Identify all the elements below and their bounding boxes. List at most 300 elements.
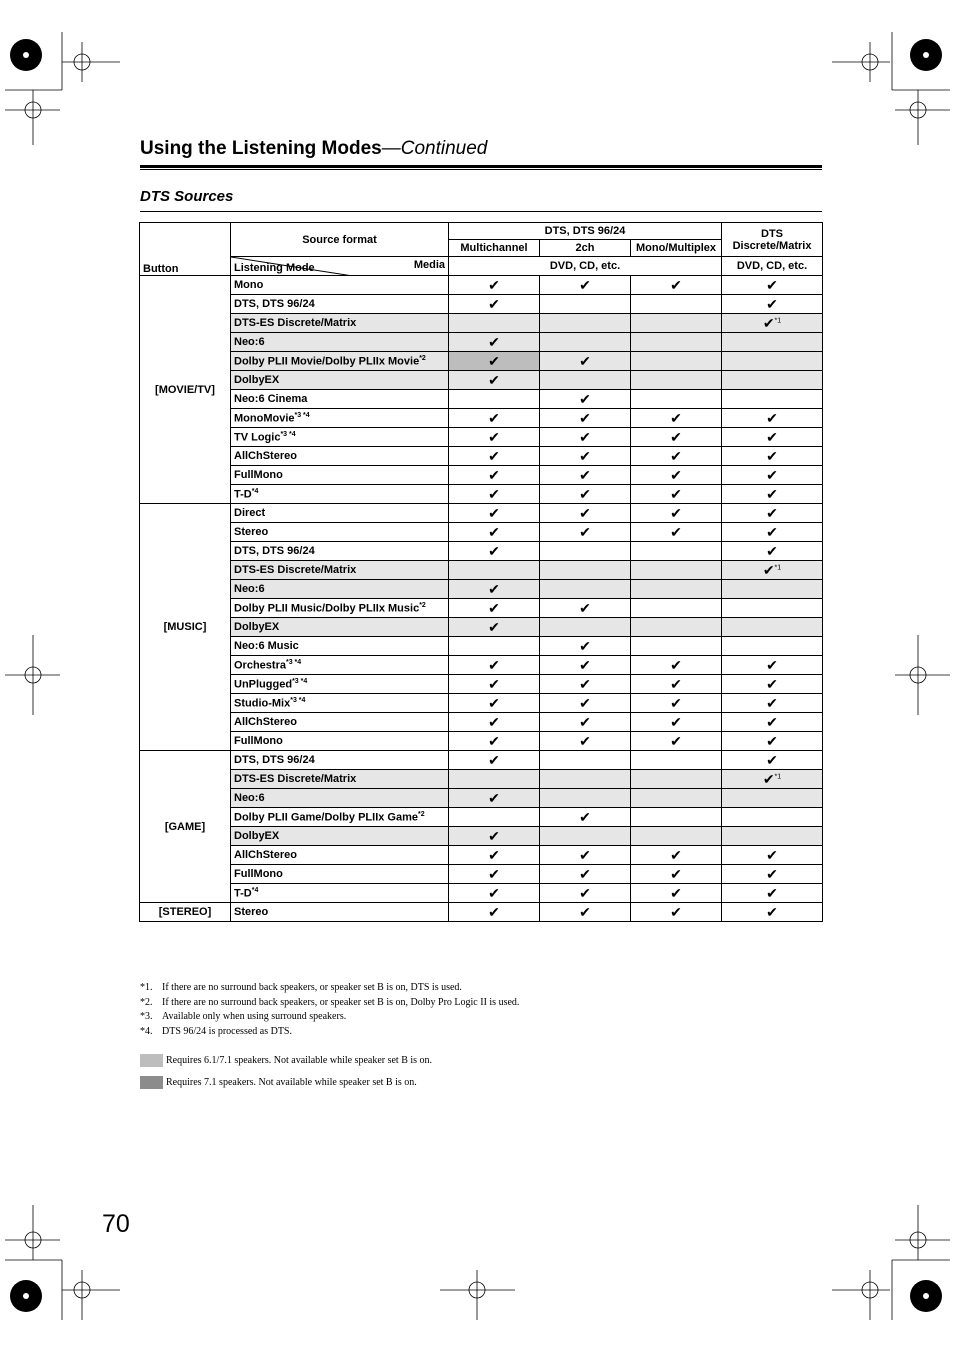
- check-cell: [540, 694, 631, 713]
- col-multichannel: Multichannel: [449, 240, 540, 257]
- mode-name: FullMono: [234, 469, 283, 481]
- check-icon: ✔: [488, 827, 500, 844]
- check-cell: [449, 808, 540, 827]
- table-row: [140, 428, 823, 447]
- mode-name: Orchestra: [234, 659, 286, 672]
- check-cell: [631, 390, 722, 409]
- listening-mode-cell: [231, 352, 449, 371]
- footnote-key: *3.: [140, 1011, 153, 1022]
- table-row: [140, 884, 823, 903]
- check-cell: [631, 656, 722, 675]
- check-cell: [631, 675, 722, 694]
- check-icon: ✔: [579, 846, 591, 863]
- footnote-ref: *3 *4: [294, 411, 310, 419]
- mode-name: Direct: [234, 507, 266, 519]
- listening-mode-cell: [231, 770, 449, 789]
- check-icon: ✔: [579, 865, 591, 882]
- check-cell: [540, 675, 631, 694]
- check-cell: [449, 352, 540, 371]
- footnote-ref: *3 *4: [290, 696, 306, 704]
- check-cell: [449, 485, 540, 504]
- check-icon: ✔: [488, 599, 500, 616]
- table-row: [140, 732, 823, 751]
- check-cell: [722, 390, 823, 409]
- check-cell: [722, 542, 823, 561]
- check-icon: ✔: [579, 409, 591, 426]
- check-icon: ✔: [579, 903, 591, 920]
- check-cell: [540, 599, 631, 618]
- check-cell: [540, 884, 631, 903]
- check-cell: [449, 504, 540, 523]
- check-icon: ✔: [670, 409, 682, 426]
- footnote: [140, 996, 519, 1011]
- check-cell: [449, 447, 540, 466]
- legend-item: [140, 1054, 432, 1067]
- check-icon: ✔: [579, 504, 591, 521]
- mode-name: T-D: [234, 887, 252, 900]
- check-cell: [722, 580, 823, 599]
- mode-name: Neo:6: [234, 336, 265, 348]
- check-icon: ✔: [670, 656, 682, 673]
- mode-name: AllChStereo: [234, 716, 297, 728]
- check-icon: ✔: [670, 523, 682, 540]
- check-cell: [631, 618, 722, 637]
- check-cell: [722, 314, 823, 333]
- mode-name: DTS, DTS 96/24: [234, 754, 315, 766]
- dts-group-header: DTS, DTS 96/24: [449, 223, 722, 240]
- check-cell: [449, 523, 540, 542]
- check-cell: [540, 447, 631, 466]
- legend-text: Requires 7.1 speakers. Not available while speaker set B is on.: [166, 1077, 417, 1088]
- listening-mode-cell: [231, 371, 449, 390]
- check-cell: [631, 846, 722, 865]
- check-cell: [631, 865, 722, 884]
- check-icon: ✔: [488, 542, 500, 559]
- mode-name: Dolby PLII Movie/Dolby PLIIx Movie: [234, 355, 420, 368]
- check-icon: ✔: [488, 846, 500, 863]
- check-icon: ✔: [488, 789, 500, 806]
- check-icon: ✔: [488, 884, 500, 901]
- mode-name: DTS-ES Discrete/Matrix: [234, 564, 357, 576]
- listening-mode-cell: [231, 542, 449, 561]
- check-icon: ✔: [670, 675, 682, 692]
- header-rule: [140, 165, 822, 168]
- footnote-text: If there are no surround back speakers, or speaker set B is on, Dolby Pro Logic II is used.: [162, 996, 520, 1008]
- check-cell: [449, 618, 540, 637]
- check-cell: [540, 656, 631, 675]
- footnote-ref: *2: [419, 354, 426, 362]
- check-icon: ✔: [766, 523, 778, 540]
- check-cell: [449, 390, 540, 409]
- table-row: [140, 542, 823, 561]
- header-rule-thin: [140, 169, 822, 170]
- check-cell: [540, 409, 631, 428]
- check-cell: [722, 808, 823, 827]
- check-cell: [631, 732, 722, 751]
- check-cell: [540, 466, 631, 485]
- check-cell: [722, 865, 823, 884]
- check-cell: [449, 713, 540, 732]
- mode-name: DolbyEX: [234, 621, 280, 633]
- page-number: 70: [102, 1210, 130, 1238]
- check-icon: ✔: [579, 694, 591, 711]
- check-cell: [540, 485, 631, 504]
- check-cell: [631, 428, 722, 447]
- check-cell: [540, 903, 631, 922]
- table-row: [140, 314, 823, 333]
- check-cell: [722, 827, 823, 846]
- check-cell: [540, 523, 631, 542]
- check-icon: ✔: [488, 428, 500, 445]
- table-row: [140, 618, 823, 637]
- check-cell: [722, 675, 823, 694]
- table-row: [140, 637, 823, 656]
- check-icon: ✔: [488, 352, 500, 369]
- check-cell: [540, 390, 631, 409]
- check-icon: ✔: [579, 523, 591, 540]
- listening-mode-cell: [231, 884, 449, 903]
- check-cell: [631, 561, 722, 580]
- footnote-ref: *1: [774, 316, 782, 324]
- table-row: [140, 599, 823, 618]
- check-cell: [449, 732, 540, 751]
- listening-mode-cell: [231, 314, 449, 333]
- check-cell: [722, 333, 823, 352]
- check-cell: [722, 884, 823, 903]
- table-row: [140, 485, 823, 504]
- check-cell: [540, 732, 631, 751]
- listening-mode-cell: [231, 656, 449, 675]
- button-cell: [STEREO]: [140, 903, 231, 922]
- check-cell: [449, 789, 540, 808]
- check-icon: ✔: [670, 865, 682, 882]
- check-icon: ✔: [579, 808, 591, 825]
- button-header: Button: [140, 223, 231, 276]
- check-cell: [449, 675, 540, 694]
- check-icon: ✔: [488, 618, 500, 635]
- check-cell: [722, 276, 823, 295]
- check-cell: [722, 295, 823, 314]
- check-cell: [540, 751, 631, 770]
- listening-mode-cell: [231, 428, 449, 447]
- table-row: [140, 390, 823, 409]
- listening-mode-cell: [231, 504, 449, 523]
- check-cell: [449, 276, 540, 295]
- check-icon: ✔: [579, 599, 591, 616]
- check-cell: [449, 561, 540, 580]
- table-row: [140, 903, 823, 922]
- check-icon: ✔: [670, 485, 682, 502]
- check-icon: ✔: [766, 732, 778, 749]
- mode-name: Neo:6: [234, 792, 265, 804]
- check-cell: [722, 561, 823, 580]
- check-icon: ✔: [488, 713, 500, 730]
- check-cell: [540, 580, 631, 599]
- check-icon: ✔: [766, 675, 778, 692]
- check-cell: [449, 884, 540, 903]
- check-cell: [449, 580, 540, 599]
- check-cell: [722, 770, 823, 789]
- check-icon: ✔: [488, 903, 500, 920]
- check-cell: [449, 428, 540, 447]
- check-cell: [631, 808, 722, 827]
- mode-name: MonoMovie: [234, 412, 295, 425]
- check-icon: ✔: [488, 371, 500, 388]
- table-row: [140, 580, 823, 599]
- check-cell: [722, 371, 823, 390]
- check-icon: ✔: [766, 694, 778, 711]
- check-cell: [540, 352, 631, 371]
- check-icon: ✔: [488, 732, 500, 749]
- table-row: [140, 333, 823, 352]
- button-cell: [GAME]: [140, 751, 231, 903]
- table-row: [140, 295, 823, 314]
- table-row: [140, 751, 823, 770]
- media-value: DVD, CD, etc.: [449, 257, 722, 276]
- check-cell: [449, 770, 540, 789]
- mode-name: Stereo: [234, 906, 269, 918]
- check-icon: ✔: [766, 542, 778, 559]
- check-cell: [449, 542, 540, 561]
- mode-name: DTS-ES Discrete/Matrix: [234, 317, 357, 329]
- check-cell: [631, 580, 722, 599]
- check-icon: ✔: [488, 276, 500, 293]
- mode-name: T-D: [234, 488, 252, 501]
- footnote: [140, 1010, 519, 1025]
- check-icon: ✔: [670, 504, 682, 521]
- check-cell: [631, 789, 722, 808]
- check-icon: ✔: [766, 409, 778, 426]
- check-cell: [540, 333, 631, 352]
- check-cell: [449, 599, 540, 618]
- check-cell: [722, 694, 823, 713]
- check-cell: [722, 447, 823, 466]
- footnote-ref: *3 *4: [285, 658, 302, 666]
- listening-mode-cell: [231, 333, 449, 352]
- check-cell: [540, 542, 631, 561]
- table-row: [140, 466, 823, 485]
- media-value-es: DVD, CD, etc.: [722, 257, 823, 276]
- check-cell: [540, 846, 631, 865]
- check-icon: ✔: [766, 466, 778, 483]
- check-cell: [449, 466, 540, 485]
- check-cell: [631, 637, 722, 656]
- check-icon: ✔: [579, 884, 591, 901]
- check-icon: ✔: [670, 428, 682, 445]
- check-cell: [631, 770, 722, 789]
- legend-swatch: [140, 1054, 163, 1067]
- legend-swatch: [140, 1076, 163, 1089]
- check-cell: [631, 751, 722, 770]
- check-icon: ✔: [579, 352, 591, 369]
- footnote-ref: *3 *4: [292, 677, 308, 685]
- button-cell: [MUSIC]: [140, 504, 231, 751]
- check-cell: [722, 789, 823, 808]
- footnote-text: Available only when using surround speakers.: [162, 1011, 347, 1022]
- listening-mode-cell: [231, 903, 449, 922]
- check-icon: ✔: [579, 276, 591, 293]
- source-format-header: Source format: [231, 223, 449, 257]
- check-cell: [631, 523, 722, 542]
- mode-name: UnPlugged: [234, 678, 293, 691]
- check-icon: ✔: [579, 390, 591, 407]
- check-icon: ✔: [488, 865, 500, 882]
- table-row: [140, 675, 823, 694]
- check-cell: [540, 504, 631, 523]
- table-row: [140, 523, 823, 542]
- check-cell: [449, 865, 540, 884]
- col-2ch: 2ch: [540, 240, 631, 257]
- legend-text: Requires 6.1/7.1 speakers. Not available while speaker set B is on.: [166, 1055, 433, 1066]
- check-icon: ✔: [488, 333, 500, 350]
- check-icon: ✔: [488, 675, 500, 692]
- check-cell: [722, 504, 823, 523]
- section-title: DTS Sources: [140, 188, 234, 205]
- check-icon: ✔: [579, 466, 591, 483]
- check-icon: ✔: [488, 466, 500, 483]
- mode-name: DTS, DTS 96/24: [234, 545, 315, 557]
- button-cell: [MOVIE/TV]: [140, 276, 231, 504]
- check-icon: ✔: [488, 656, 500, 673]
- section-rule: [140, 211, 822, 212]
- col-mono-multiplex: Mono/Multiplex: [631, 240, 722, 257]
- mode-name: TV Logic: [234, 431, 281, 444]
- check-cell: [631, 409, 722, 428]
- footnote-ref: *2: [418, 810, 425, 818]
- check-cell: [449, 371, 540, 390]
- legend-item: [140, 1076, 417, 1089]
- listening-mode-cell: [231, 276, 449, 295]
- mode-name: Dolby PLII Game/Dolby PLIIx Game: [234, 811, 418, 824]
- check-icon: ✔: [766, 276, 778, 293]
- table-row: [140, 352, 823, 371]
- check-icon: ✔: [579, 447, 591, 464]
- check-cell: [722, 618, 823, 637]
- check-icon: ✔: [488, 409, 500, 426]
- check-cell: [449, 694, 540, 713]
- check-cell: [540, 808, 631, 827]
- check-cell: [722, 637, 823, 656]
- check-icon: ✔: [579, 675, 591, 692]
- check-cell: [540, 371, 631, 390]
- check-cell: [631, 599, 722, 618]
- footnote-ref: *4: [251, 487, 259, 495]
- check-icon: ✔: [579, 428, 591, 445]
- check-cell: [722, 523, 823, 542]
- footnote-key: *1.: [140, 982, 153, 993]
- check-cell: [631, 713, 722, 732]
- mode-name: FullMono: [234, 868, 283, 880]
- listening-mode-cell: [231, 466, 449, 485]
- dts-es-header: DTS Discrete/Matrix: [722, 223, 823, 257]
- check-icon: ✔: [670, 447, 682, 464]
- check-cell: [540, 561, 631, 580]
- check-cell: [540, 276, 631, 295]
- check-cell: [722, 409, 823, 428]
- title-main: Using the Listening Modes: [140, 138, 382, 159]
- check-cell: [540, 865, 631, 884]
- check-cell: [449, 637, 540, 656]
- listening-mode-cell: [231, 409, 449, 428]
- listening-mode-table: [139, 222, 823, 922]
- check-cell: [631, 371, 722, 390]
- check-cell: [631, 352, 722, 371]
- check-icon: ✔: [488, 580, 500, 597]
- footnote-ref: *1: [774, 772, 782, 780]
- check-cell: [449, 295, 540, 314]
- check-icon: ✔: [670, 466, 682, 483]
- check-cell: [540, 713, 631, 732]
- table-row: [140, 789, 823, 808]
- footnote-ref: *4: [251, 886, 259, 894]
- check-icon: ✔: [488, 751, 500, 768]
- check-cell: [722, 751, 823, 770]
- check-icon: ✔: [762, 770, 775, 787]
- check-cell: [540, 295, 631, 314]
- table-row: [140, 447, 823, 466]
- check-icon: ✔: [670, 276, 682, 293]
- check-cell: [540, 770, 631, 789]
- check-cell: [449, 409, 540, 428]
- listening-mode-cell: [231, 523, 449, 542]
- check-icon: ✔: [579, 732, 591, 749]
- check-cell: [722, 352, 823, 371]
- check-cell: [722, 903, 823, 922]
- check-cell: [722, 713, 823, 732]
- check-icon: ✔: [670, 732, 682, 749]
- mode-name: DolbyEX: [234, 374, 280, 386]
- table-row: [140, 713, 823, 732]
- mode-name: Neo:6 Cinema: [234, 393, 308, 405]
- footnotes: [140, 981, 519, 1039]
- mode-name: Neo:6 Music: [234, 640, 299, 652]
- mode-name: Dolby PLII Music/Dolby PLIIx Music: [234, 602, 420, 615]
- check-cell: [449, 751, 540, 770]
- check-icon: ✔: [488, 447, 500, 464]
- check-cell: [540, 428, 631, 447]
- check-cell: [540, 789, 631, 808]
- check-cell: [449, 846, 540, 865]
- listening-mode-cell: [231, 751, 449, 770]
- check-icon: ✔: [766, 504, 778, 521]
- table-row: [140, 561, 823, 580]
- mode-name: Mono: [234, 279, 264, 291]
- check-cell: [631, 884, 722, 903]
- check-cell: [449, 333, 540, 352]
- check-icon: ✔: [579, 713, 591, 730]
- check-cell: [449, 656, 540, 675]
- listening-mode-cell: [231, 561, 449, 580]
- media-listening-mode-header: [231, 257, 449, 276]
- footnote: [140, 981, 519, 996]
- check-cell: [540, 827, 631, 846]
- check-cell: [540, 637, 631, 656]
- check-icon: ✔: [579, 637, 591, 654]
- mode-name: AllChStereo: [234, 849, 297, 861]
- check-icon: ✔: [766, 428, 778, 445]
- listening-mode-cell: [231, 618, 449, 637]
- mode-name: DTS, DTS 96/24: [234, 298, 315, 310]
- check-cell: [722, 485, 823, 504]
- check-cell: [631, 333, 722, 352]
- check-icon: ✔: [488, 694, 500, 711]
- check-icon: ✔: [762, 561, 775, 578]
- check-cell: [722, 428, 823, 447]
- table-row: [140, 865, 823, 884]
- footnote-ref: *2: [419, 601, 426, 609]
- check-icon: ✔: [766, 447, 778, 464]
- check-icon: ✔: [766, 884, 778, 901]
